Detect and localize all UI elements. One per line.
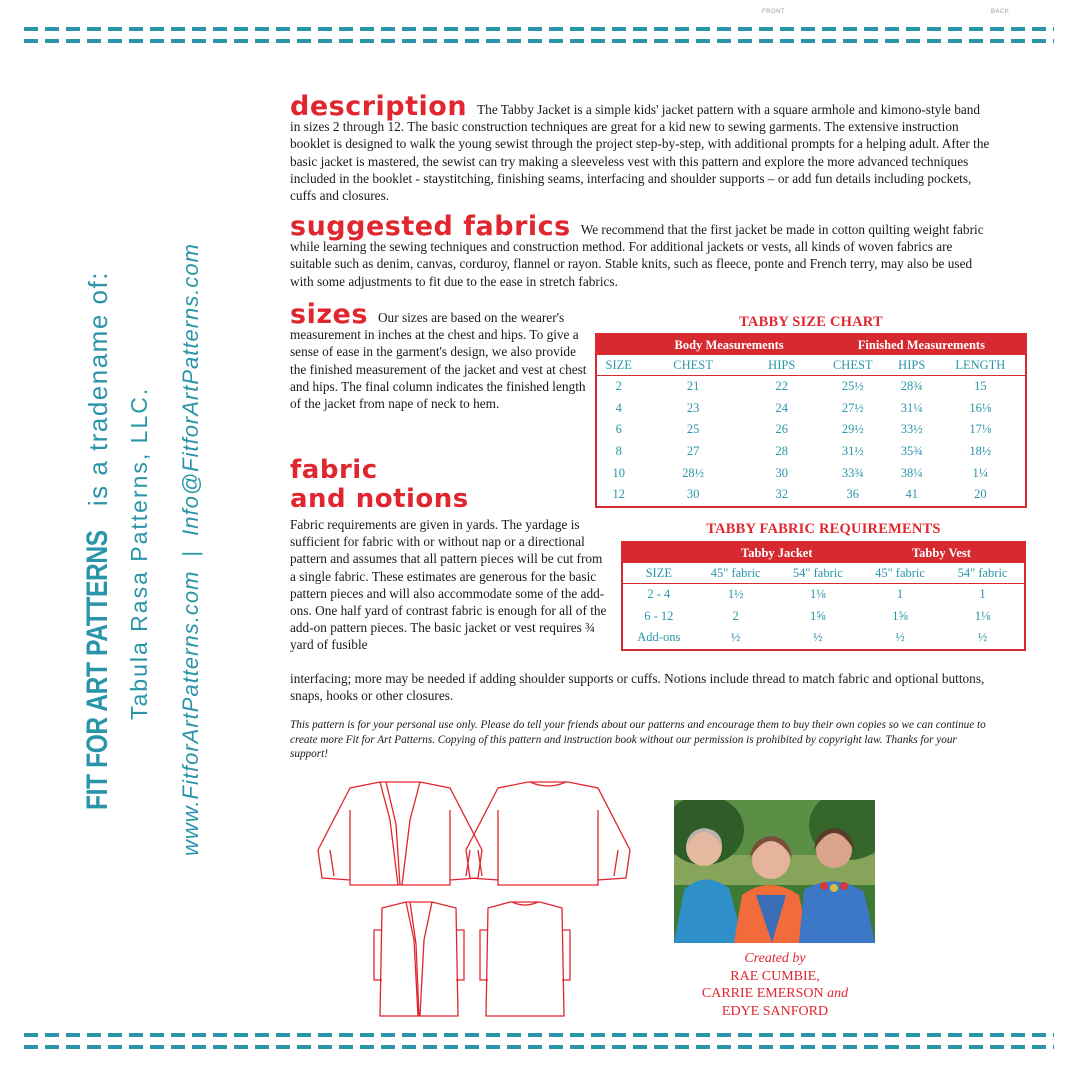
brand-line <box>80 271 116 810</box>
notions-heading-line2: and notions <box>290 484 469 514</box>
fabric-chart-cell: 1⅛ <box>810 587 826 602</box>
size-chart-cell: 33½ <box>900 422 923 437</box>
description-section <box>290 91 990 204</box>
credit-name-1: RAE CUMBIE, <box>730 968 820 984</box>
designer-credit <box>690 950 860 1020</box>
fabric-chart-col-header: SIZE <box>622 563 695 584</box>
size-chart-row <box>596 419 1026 441</box>
fabric-chart-col-header: 54" fabric <box>941 563 1025 584</box>
size-chart-cell: 35¾ <box>900 444 923 459</box>
notions-text-continued: interfacing; more may be needed if adding shoulder supports or cuffs. Notions include thread to match fabric and optional buttons, snaps, hooks or other closures. <box>290 671 985 704</box>
size-chart-cell: 32 <box>775 487 788 502</box>
fabric-chart-col-header: 45" fabric <box>695 563 777 584</box>
fabric-chart-row <box>622 606 1025 628</box>
fabrics-heading: suggested fabrics <box>290 211 571 242</box>
size-chart-col-header: CHEST <box>640 355 745 376</box>
size-chart-cell: 2 <box>615 379 622 394</box>
email-link[interactable]: Info@FitforArtPatterns.com <box>178 243 203 536</box>
size-chart-cell: 28¾ <box>900 379 923 394</box>
fabric-chart-col-header: 45" fabric <box>859 563 941 584</box>
fabric-chart-cell: Add-ons <box>637 630 681 645</box>
size-chart-cell: 12 <box>612 487 625 502</box>
description-text: The Tabby Jacket is a simple kids' jacket pattern with a square armhole and kimono-style band in sizes 2 through 12. The basic construction techniques are great for a kid new to sewing garments. The extensive instruction booklet is designed to walk the young sewist through the project step-by-step, with additional prompts for a helping adult. After the basic jacket is mastered, the sewist can try making a sleeveless vest with this pattern and explore the more advanced techniques included in the booklet - staystitching, finishing seams, interfacing and shoulder supports – or add fun details including pockets, cuffs and closures. <box>290 102 990 204</box>
credit-and: and <box>827 986 849 1001</box>
size-chart-cell: 31½ <box>841 444 864 459</box>
size-chart-cell: 31¼ <box>900 400 923 415</box>
fabric-chart-table <box>621 541 1026 651</box>
fabric-chart-cell: ½ <box>977 630 988 645</box>
size-chart-table <box>595 333 1027 508</box>
fabric-chart-cell: 2 <box>732 608 739 623</box>
size-chart-cell: 25 <box>686 422 700 437</box>
vest-back-drawing <box>480 902 570 1016</box>
fabric-chart-cell: 6 - 12 <box>644 608 674 623</box>
credit-name-3: EDYE SANFORD <box>721 1003 829 1019</box>
brand-name: FIT FOR ART PATTERNS <box>81 530 114 810</box>
fabrics-section <box>290 211 990 290</box>
size-chart-cell: 25½ <box>841 379 864 394</box>
size-chart-cell: 38¼ <box>900 465 923 480</box>
size-chart-cell: 22 <box>775 379 788 394</box>
fabric-chart-group-jacket: Tabby Jacket <box>695 542 859 563</box>
size-chart-cell: 8 <box>615 444 622 459</box>
fabric-chart-cell: ½ <box>895 630 905 645</box>
fabric-chart-row <box>622 584 1025 606</box>
front-label: FRONT <box>762 9 786 15</box>
size-chart-cell: 1¼ <box>972 465 989 480</box>
notions-text: Fabric requirements are given in yards. The yardage is sufficient for fabric with or without nap or a directional pattern and assumes that all pattern pieces will be cut from a single fabric. These estimates are generous for the basic pattern pieces and will also accommodate some of the add-ons. One half yard of contrast fabric is enough for all of the add-on pattern pieces. The basic jacket or vest requires ¾ yard of fusible <box>290 517 607 653</box>
size-chart-cell: 41 <box>905 487 918 502</box>
fabrics-text: We recommend that the first jacket be made in cotton quilting weight fabric while learning the sewing techniques and construction method. For additional jackets or vests, all kinds of woven fabrics are suitable such as denim, canvas, corduroy, flannel or rayon. Stable knits, such as fleece, ponte and French terry, may also be used with some adjustments to fit due to the ease in stretch fabrics. <box>290 222 984 289</box>
size-chart-col-header: SIZE <box>596 355 640 376</box>
contact-line <box>178 243 204 856</box>
size-chart-cell: 26 <box>775 422 788 437</box>
size-chart-cell: 15 <box>974 379 987 394</box>
fabric-chart-cell: 2 - 4 <box>647 587 671 602</box>
size-chart-cell: 36 <box>846 487 859 502</box>
jacket-line-drawings <box>310 780 655 1020</box>
size-chart-group-body: Body Measurements <box>640 334 817 355</box>
size-chart-blank-band <box>596 334 640 355</box>
size-chart-cell: 33¾ <box>841 465 864 480</box>
fabric-chart-cell: 1½ <box>727 587 744 602</box>
size-chart-row <box>596 441 1026 463</box>
bottom-dash-border-2 <box>24 1045 1054 1049</box>
fabric-chart-group-vest: Tabby Vest <box>859 542 1025 563</box>
size-chart-cell: 28½ <box>682 465 705 480</box>
vest-front-drawing <box>374 902 464 1016</box>
size-chart-cell: 27½ <box>841 400 864 415</box>
size-chart-cell: 10 <box>612 465 625 480</box>
size-chart-row <box>596 484 1026 507</box>
back-label: BACK <box>991 9 1010 15</box>
jacket-back-drawing <box>466 782 630 885</box>
website-link[interactable]: www.FitforArtPatterns.com <box>178 570 203 856</box>
legal-notice: This pattern is for your personal use only. Please do tell your friends about our patterns and encourage them to buy their own copies so we can continue to create more Fit for Art Patterns. Copying of this pattern and instruction book without our permission is prohibited by copyright law. Thanks for your support! <box>290 719 986 761</box>
size-chart-cell: 16⅛ <box>969 400 992 415</box>
size-chart-title: TABBY SIZE CHART <box>739 314 883 330</box>
fabric-chart-cell: ½ <box>730 630 741 645</box>
credit-name-2-text: CARRIE EMERSON <box>701 986 828 1001</box>
size-chart-cell: 29½ <box>841 422 864 437</box>
description-heading: description <box>290 91 468 122</box>
company-name: Tabula Rasa Patterns, LLC. <box>126 386 152 720</box>
top-dash-border-1 <box>24 27 1054 31</box>
top-dash-border-2 <box>24 39 1054 43</box>
size-chart-cell: 18½ <box>969 444 992 459</box>
bottom-dash-border-1 <box>24 1033 1054 1037</box>
notions-heading-line1: fabric <box>290 455 378 485</box>
fabric-chart-cell: 1 <box>896 587 904 602</box>
fabric-chart-title: TABBY FABRIC REQUIREMENTS <box>706 521 941 537</box>
size-chart-row <box>596 462 1026 484</box>
size-chart-row <box>596 398 1026 420</box>
size-chart-cell: 21 <box>686 379 700 394</box>
notions-heading <box>290 456 590 514</box>
size-chart-col-header: HIPS <box>888 355 936 376</box>
size-chart-group-finished: Finished Measurements <box>818 334 1026 355</box>
sizes-section <box>290 299 590 412</box>
fabric-chart-cell: 1⅝ <box>892 608 908 623</box>
designers-photo <box>674 800 875 943</box>
size-chart-col-header: HIPS <box>746 355 818 376</box>
size-chart-cell: 6 <box>615 422 622 437</box>
credit-created-by: Created by <box>744 951 806 966</box>
size-chart-cell: 17⅛ <box>969 422 992 437</box>
size-chart-cell: 27 <box>686 444 700 459</box>
fabric-chart-cell: ½ <box>813 630 823 645</box>
jacket-front-drawing <box>318 782 482 885</box>
size-chart-cell: 24 <box>775 400 788 415</box>
sizes-heading: sizes <box>290 299 368 330</box>
fabric-chart-cell: 1 <box>979 587 986 602</box>
size-chart-row <box>596 376 1026 398</box>
size-chart-cell: 30 <box>775 465 788 480</box>
brand-tail: is a tradename of: <box>83 271 113 515</box>
size-chart-cell: 28 <box>775 444 788 459</box>
size-chart-cell: 20 <box>974 487 987 502</box>
size-chart-cell: 23 <box>686 400 700 415</box>
size-chart-cell: 30 <box>686 487 700 502</box>
fabric-chart-row <box>622 627 1025 650</box>
fabric-chart-cell: 1⅛ <box>974 608 991 623</box>
size-chart-col-header: LENGTH <box>936 355 1026 376</box>
fabric-chart-col-header: 54" fabric <box>777 563 859 584</box>
credit-name-2 <box>690 985 860 1003</box>
fabric-chart-cell: 1⅝ <box>810 608 826 623</box>
fabric-chart-blank-band <box>622 542 695 563</box>
size-chart-cell: 4 <box>615 400 622 415</box>
size-chart-col-header: CHEST <box>818 355 888 376</box>
contact-separator: | <box>178 549 203 557</box>
sizes-text: Our sizes are based on the wearer's measurement in inches at the chest and hips. To give a sense of ease in the garment's design, we also provide the finished measurement of the jacket and vest at chest and hips. The final column indicates the finished length of the jacket from nape of neck to hem. <box>290 310 587 412</box>
